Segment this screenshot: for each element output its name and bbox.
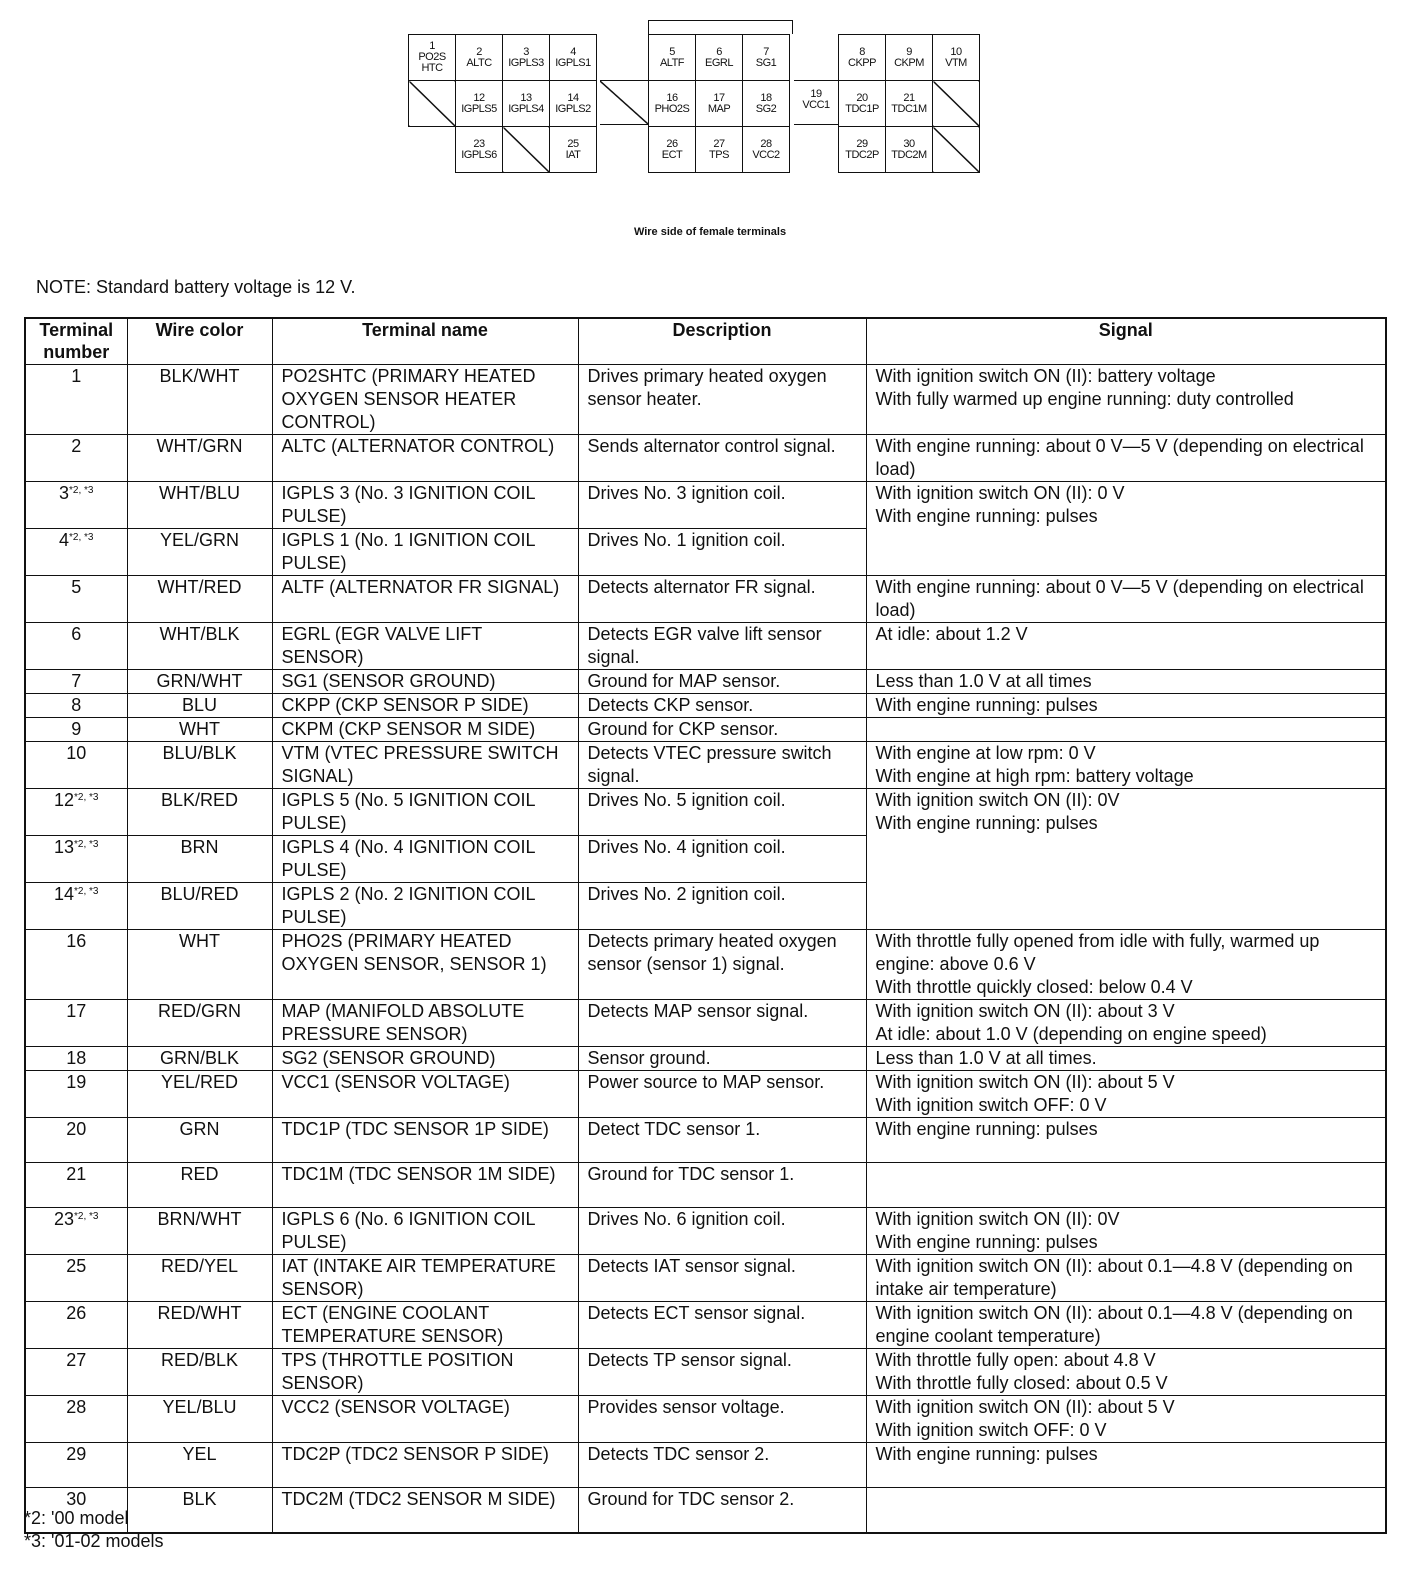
cell-signal: With engine running: pulses xyxy=(866,1443,1386,1488)
cell-terminal-number xyxy=(25,482,127,529)
terminal-name: IGPLS5 xyxy=(461,102,497,115)
terminal-number: 4 xyxy=(570,45,576,58)
terminal-number: 21 xyxy=(903,91,915,104)
terminal-unused xyxy=(503,127,550,173)
terminal-number-value: 6 xyxy=(71,624,82,644)
table-row xyxy=(25,365,1386,435)
table-row xyxy=(25,742,1386,789)
terminal-number: 23 xyxy=(473,137,485,150)
terminal-number-value: 25 xyxy=(66,1256,87,1276)
cell-terminal-name: MAP (MANIFOLD ABSOLUTE PRESSURE SENSOR) xyxy=(272,1000,578,1047)
cell-wire-color: WHT/GRN xyxy=(127,435,272,482)
cell-terminal-number xyxy=(25,930,127,1000)
table-row xyxy=(25,1488,1386,1533)
terminal-unused xyxy=(933,81,980,127)
terminal-number-value: 29 xyxy=(66,1444,87,1464)
table-row xyxy=(25,1047,1386,1071)
cell-signal: With ignition switch ON (II): about 3 V At idle: about 1.0 V (depending on engine speed) xyxy=(866,1000,1386,1047)
terminal-28 xyxy=(743,127,790,173)
cell-terminal-number xyxy=(25,883,127,930)
terminal-number: 20 xyxy=(856,91,868,104)
terminal-16 xyxy=(649,81,696,127)
terminal-2 xyxy=(456,35,503,81)
terminal-name: CKPP xyxy=(848,56,876,69)
cell-terminal-number xyxy=(25,1208,127,1255)
terminal-number-value: 16 xyxy=(66,931,87,951)
terminal-number-value: 26 xyxy=(66,1303,87,1323)
terminal-26 xyxy=(649,127,696,173)
terminal-4 xyxy=(550,35,597,81)
terminal-name: VCC1 xyxy=(802,99,830,111)
cell-terminal-name: IGPLS 4 (No. 4 IGNITION COIL PULSE) xyxy=(272,836,578,883)
terminal-number: 6 xyxy=(716,45,722,58)
cell-signal: Less than 1.0 V at all times xyxy=(866,670,1386,694)
table-row xyxy=(25,718,1386,742)
terminal-number: 8 xyxy=(859,45,865,58)
cell-terminal-number xyxy=(25,1396,127,1443)
cell-terminal-number xyxy=(25,1047,127,1071)
terminal-unused xyxy=(409,81,456,127)
terminal-21 xyxy=(886,81,933,127)
table-row xyxy=(25,435,1386,482)
cell-wire-color: GRN/BLK xyxy=(127,1047,272,1071)
connector-caption: Wire side of female terminals xyxy=(633,226,787,238)
table-row xyxy=(25,1302,1386,1349)
terminal-number: 26 xyxy=(666,137,678,150)
table-row xyxy=(25,930,1386,1000)
cell-terminal-number xyxy=(25,1255,127,1302)
cell-terminal-name: VCC2 (SENSOR VOLTAGE) xyxy=(272,1396,578,1443)
cell-terminal-name: CKPP (CKP SENSOR P SIDE) xyxy=(272,694,578,718)
cell-wire-color: YEL/BLU xyxy=(127,1396,272,1443)
connector-block-left xyxy=(408,34,597,173)
cell-description: Detects EGR valve lift sensor signal. xyxy=(578,623,866,670)
cell-description: Detects ECT sensor signal. xyxy=(578,1302,866,1349)
footnote-2: *2: '00 model xyxy=(24,1508,129,1528)
footnote-ref: *2, *3 xyxy=(69,485,94,496)
terminal-number-value: 28 xyxy=(66,1397,87,1417)
cell-terminal-name: EGRL (EGR VALVE LIFT SENSOR) xyxy=(272,623,578,670)
connector-row xyxy=(409,35,597,81)
cell-wire-color: BLU xyxy=(127,694,272,718)
terminal-5 xyxy=(649,35,696,81)
terminal-number-value: 9 xyxy=(71,719,82,739)
cell-description: Drives primary heated oxygen sensor heater. xyxy=(578,365,866,435)
terminal-number-value: 27 xyxy=(66,1350,87,1370)
cell-description: Sensor ground. xyxy=(578,1047,866,1071)
cell-signal xyxy=(866,1163,1386,1208)
table-row xyxy=(25,694,1386,718)
cell-terminal-name: IGPLS 3 (No. 3 IGNITION COIL PULSE) xyxy=(272,482,578,529)
cell-description: Detects IAT sensor signal. xyxy=(578,1255,866,1302)
cell-wire-color: BLU/RED xyxy=(127,883,272,930)
cell-wire-color: YEL xyxy=(127,1443,272,1488)
terminal-25 xyxy=(550,127,597,173)
header-wire-color: Wire color xyxy=(127,318,272,365)
terminal-number-value: 13 xyxy=(54,837,75,857)
terminal-number: 27 xyxy=(713,137,725,150)
terminal-name: TDC1M xyxy=(891,102,927,115)
terminal-number: 25 xyxy=(567,137,579,150)
cell-terminal-name: ALTF (ALTERNATOR FR SIGNAL) xyxy=(272,576,578,623)
connector-gap-left xyxy=(600,80,648,125)
cell-terminal-name: TDC2P (TDC2 SENSOR P SIDE) xyxy=(272,1443,578,1488)
cell-terminal-name: IGPLS 5 (No. 5 IGNITION COIL PULSE) xyxy=(272,789,578,836)
cell-wire-color: BRN/WHT xyxy=(127,1208,272,1255)
terminal-name: IGPLS1 xyxy=(555,56,591,69)
cell-terminal-number xyxy=(25,670,127,694)
cell-terminal-number xyxy=(25,365,127,435)
cell-terminal-number xyxy=(25,529,127,576)
terminal-name: TDC2M xyxy=(891,148,927,161)
header-terminal-number: Terminal number xyxy=(25,318,127,365)
terminal-number: 29 xyxy=(856,137,868,150)
terminal-name: IAT xyxy=(565,148,581,161)
connector-row xyxy=(409,81,597,127)
cell-terminal-number xyxy=(25,1118,127,1163)
cell-terminal-name: PHO2S (PRIMARY HEATED OXYGEN SENSOR, SENSOR 1) xyxy=(272,930,578,1000)
terminal-12 xyxy=(456,81,503,127)
cell-signal: Less than 1.0 V at all times. xyxy=(866,1047,1386,1071)
cell-terminal-number xyxy=(25,576,127,623)
table-row xyxy=(25,1163,1386,1208)
terminal-name: IGPLS6 xyxy=(461,148,497,161)
cell-terminal-number xyxy=(25,694,127,718)
cell-signal: At idle: about 1.2 V xyxy=(866,623,1386,670)
terminal-name: IGPLS2 xyxy=(555,102,591,115)
terminal-name: ALTF xyxy=(659,56,685,69)
cell-description: Detect TDC sensor 1. xyxy=(578,1118,866,1163)
cell-terminal-name: CKPM (CKP SENSOR M SIDE) xyxy=(272,718,578,742)
table-row xyxy=(25,1443,1386,1488)
cell-signal: With ignition switch ON (II): 0 V With engine running: pulses xyxy=(866,482,1386,576)
cell-description: Drives No. 1 ignition coil. xyxy=(578,529,866,576)
terminal-13 xyxy=(503,81,550,127)
terminal-27 xyxy=(696,127,743,173)
footnote-3: *3: '01-02 models xyxy=(24,1531,164,1551)
cell-signal: With engine running: pulses xyxy=(866,1118,1386,1163)
terminal-name: MAP xyxy=(707,102,731,115)
cell-description: Detects TP sensor signal. xyxy=(578,1349,866,1396)
connector-row xyxy=(839,127,980,173)
cell-terminal-name: TPS (THROTTLE POSITION SENSOR) xyxy=(272,1349,578,1396)
cell-signal: With throttle fully opened from idle with fully, warmed up engine: above 0.6 V With throttle quickly closed: below 0.4 V xyxy=(866,930,1386,1000)
cell-description: Ground for MAP sensor. xyxy=(578,670,866,694)
terminal-number: 16 xyxy=(666,91,678,104)
terminal-number-value: 30 xyxy=(66,1489,87,1509)
table-row xyxy=(25,576,1386,623)
table-row xyxy=(25,482,1386,529)
terminal-number: 2 xyxy=(476,45,482,58)
cell-terminal-name: VCC1 (SENSOR VOLTAGE) xyxy=(272,1071,578,1118)
table-row xyxy=(25,789,1386,836)
terminal-number: 28 xyxy=(760,137,772,150)
cell-wire-color: YEL/RED xyxy=(127,1071,272,1118)
cell-description: Ground for CKP sensor. xyxy=(578,718,866,742)
connector-row xyxy=(649,35,790,81)
connector-row xyxy=(409,127,597,173)
cell-terminal-name: SG2 (SENSOR GROUND) xyxy=(272,1047,578,1071)
table-row xyxy=(25,1208,1386,1255)
terminal-19 xyxy=(794,80,838,125)
terminal-number-value: 14 xyxy=(54,884,75,904)
terminal-name: SG2 xyxy=(755,102,777,115)
table-row xyxy=(25,1118,1386,1163)
cell-signal: With throttle fully open: about 4.8 V With throttle fully closed: about 0.5 V xyxy=(866,1349,1386,1396)
cell-signal: With ignition switch ON (II): battery voltage With fully warmed up engine running: duty controlled xyxy=(866,365,1386,435)
cell-terminal-name: ECT (ENGINE COOLANT TEMPERATURE SENSOR) xyxy=(272,1302,578,1349)
cell-signal: With ignition switch ON (II): about 5 V With ignition switch OFF: 0 V xyxy=(866,1396,1386,1443)
cell-terminal-number xyxy=(25,718,127,742)
table-header-row xyxy=(25,318,1386,365)
footnote-ref: *2, *3 xyxy=(74,1211,99,1222)
terminal-table xyxy=(24,317,1387,1534)
cell-signal: With ignition switch ON (II): about 0.1—4.8 V (depending on intake air temperature) xyxy=(866,1255,1386,1302)
table-row xyxy=(25,623,1386,670)
terminal-name: CKPM xyxy=(894,56,924,69)
terminal-number-value: 23 xyxy=(54,1209,75,1229)
cell-signal: With ignition switch ON (II): about 5 V With ignition switch OFF: 0 V xyxy=(866,1071,1386,1118)
cell-wire-color: WHT xyxy=(127,718,272,742)
cell-terminal-name: IGPLS 6 (No. 6 IGNITION COIL PULSE) xyxy=(272,1208,578,1255)
terminal-name: ALTC xyxy=(466,56,492,69)
cell-terminal-name: SG1 (SENSOR GROUND) xyxy=(272,670,578,694)
terminal-name: PHO2S xyxy=(654,102,690,115)
cell-signal: With engine running: about 0 V—5 V (depending on electrical load) xyxy=(866,576,1386,623)
cell-wire-color: BLK xyxy=(127,1488,272,1533)
header-terminal-name: Terminal name xyxy=(272,318,578,365)
cell-signal: With ignition switch ON (II): 0V With engine running: pulses xyxy=(866,789,1386,930)
terminal-name: TDC1P xyxy=(845,102,879,115)
footnote-ref: *2, *3 xyxy=(69,532,94,543)
cell-terminal-name: TDC1M (TDC SENSOR 1M SIDE) xyxy=(272,1163,578,1208)
cell-terminal-number xyxy=(25,836,127,883)
terminal-number-value: 8 xyxy=(71,695,82,715)
cell-description: Detects VTEC pressure switch signal. xyxy=(578,742,866,789)
cell-wire-color: WHT/BLU xyxy=(127,482,272,529)
footnote-ref: *2, *3 xyxy=(74,886,99,897)
terminal-18 xyxy=(743,81,790,127)
terminal-name: TPS xyxy=(709,148,729,161)
terminal-9 xyxy=(886,35,933,81)
cell-description: Ground for TDC sensor 1. xyxy=(578,1163,866,1208)
footnote-ref: *2, *3 xyxy=(74,792,99,803)
terminal-number: 30 xyxy=(903,137,915,150)
cell-wire-color: GRN/WHT xyxy=(127,670,272,694)
table-row xyxy=(25,1255,1386,1302)
cell-wire-color: BLK/WHT xyxy=(127,365,272,435)
cell-wire-color: BLU/BLK xyxy=(127,742,272,789)
cell-signal: With ignition switch ON (II): 0V With engine running: pulses xyxy=(866,1208,1386,1255)
connector-row xyxy=(649,127,790,173)
terminal-29 xyxy=(839,127,886,173)
cell-terminal-name: TDC2M (TDC2 SENSOR M SIDE) xyxy=(272,1488,578,1533)
terminal-23 xyxy=(456,127,503,173)
cell-description: Sends alternator control signal. xyxy=(578,435,866,482)
cell-description: Detects CKP sensor. xyxy=(578,694,866,718)
cell-terminal-number xyxy=(25,789,127,836)
terminal-30 xyxy=(886,127,933,173)
table-row xyxy=(25,1349,1386,1396)
cell-wire-color: GRN xyxy=(127,1118,272,1163)
terminal-number-value: 1 xyxy=(71,366,82,386)
cell-terminal-name: IGPLS 2 (No. 2 IGNITION COIL PULSE) xyxy=(272,883,578,930)
terminal-name: EGRL xyxy=(705,56,733,69)
terminal-number: 9 xyxy=(906,45,912,58)
cell-terminal-number xyxy=(25,435,127,482)
terminal-name: VCC2 xyxy=(752,148,780,161)
terminal-name: SG1 xyxy=(755,56,777,69)
terminal-number-value: 17 xyxy=(66,1001,87,1021)
cell-description: Power source to MAP sensor. xyxy=(578,1071,866,1118)
cell-description: Ground for TDC sensor 2. xyxy=(578,1488,866,1533)
cell-signal: With engine running: about 0 V—5 V (depending on electrical load) xyxy=(866,435,1386,482)
terminal-number-value: 3 xyxy=(59,483,70,503)
terminal-8 xyxy=(839,35,886,81)
terminal-10 xyxy=(933,35,980,81)
table-row xyxy=(25,1396,1386,1443)
cell-description: Detects primary heated oxygen sensor (sensor 1) signal. xyxy=(578,930,866,1000)
cell-description: Drives No. 3 ignition coil. xyxy=(578,482,866,529)
terminal-unused xyxy=(933,127,980,173)
terminal-number-value: 4 xyxy=(59,530,70,550)
cell-terminal-number xyxy=(25,1071,127,1118)
cell-wire-color: WHT/BLK xyxy=(127,623,272,670)
terminal-number-value: 20 xyxy=(66,1119,87,1139)
terminal-number: 13 xyxy=(520,91,532,104)
cell-wire-color: RED/YEL xyxy=(127,1255,272,1302)
terminal-number-value: 19 xyxy=(66,1072,87,1092)
terminal-number: 5 xyxy=(669,45,675,58)
terminal-number-value: 21 xyxy=(66,1164,87,1184)
terminal-name: ECT xyxy=(661,148,683,161)
cell-description: Drives No. 6 ignition coil. xyxy=(578,1208,866,1255)
connector-empty xyxy=(409,127,456,173)
terminal-number-value: 10 xyxy=(66,743,87,763)
cell-description: Drives No. 5 ignition coil. xyxy=(578,789,866,836)
cell-terminal-number xyxy=(25,1443,127,1488)
cell-signal: With engine at low rpm: 0 V With engine at high rpm: battery voltage xyxy=(866,742,1386,789)
cell-terminal-name: VTM (VTEC PRESSURE SWITCH SIGNAL) xyxy=(272,742,578,789)
cell-wire-color: WHT/RED xyxy=(127,576,272,623)
cell-terminal-name: IGPLS 1 (No. 1 IGNITION COIL PULSE) xyxy=(272,529,578,576)
terminal-17 xyxy=(696,81,743,127)
connector-row xyxy=(649,81,790,127)
terminal-6 xyxy=(696,35,743,81)
terminal-name: IGPLS3 xyxy=(508,56,544,69)
terminal-number: 18 xyxy=(760,91,772,104)
cell-terminal-name: IAT (INTAKE AIR TEMPERATURE SENSOR) xyxy=(272,1255,578,1302)
terminal-number-value: 7 xyxy=(71,671,82,691)
table-row xyxy=(25,1000,1386,1047)
terminal-name: PO2S HTC xyxy=(418,51,446,74)
terminal-number-value: 5 xyxy=(71,577,82,597)
terminal-number: 1 xyxy=(429,40,435,52)
cell-terminal-number xyxy=(25,1302,127,1349)
cell-terminal-number xyxy=(25,1000,127,1047)
terminal-number-value: 2 xyxy=(71,436,82,456)
connector-block-middle xyxy=(648,34,790,173)
cell-wire-color: BLK/RED xyxy=(127,789,272,836)
terminal-1 xyxy=(409,35,456,81)
cell-description: Provides sensor voltage. xyxy=(578,1396,866,1443)
cell-wire-color: YEL/GRN xyxy=(127,529,272,576)
cell-description: Drives No. 4 ignition coil. xyxy=(578,836,866,883)
cell-terminal-number xyxy=(25,623,127,670)
cell-wire-color: RED/BLK xyxy=(127,1349,272,1396)
terminal-20 xyxy=(839,81,886,127)
connector-latch xyxy=(648,20,793,34)
terminal-7 xyxy=(743,35,790,81)
cell-terminal-number xyxy=(25,1349,127,1396)
cell-description: Detects TDC sensor 2. xyxy=(578,1443,866,1488)
cell-signal: With engine running: pulses xyxy=(866,694,1386,718)
terminal-14 xyxy=(550,81,597,127)
cell-wire-color: RED/GRN xyxy=(127,1000,272,1047)
cell-signal xyxy=(866,1488,1386,1533)
terminal-name: IGPLS4 xyxy=(508,102,544,115)
terminal-number: 14 xyxy=(567,91,579,104)
terminal-3 xyxy=(503,35,550,81)
terminal-number-value: 12 xyxy=(54,790,75,810)
cell-terminal-name: PO2SHTC (PRIMARY HEATED OXYGEN SENSOR HEATER CONTROL) xyxy=(272,365,578,435)
header-description: Description xyxy=(578,318,866,365)
cell-terminal-name: ALTC (ALTERNATOR CONTROL) xyxy=(272,435,578,482)
terminal-number: 3 xyxy=(523,45,529,58)
terminal-number-value: 18 xyxy=(66,1048,87,1068)
footnote-ref: *2, *3 xyxy=(74,839,99,850)
terminal-name: VTM xyxy=(945,56,967,69)
terminal-name: TDC2P xyxy=(845,148,879,161)
header-signal: Signal xyxy=(866,318,1386,365)
terminal-number: 17 xyxy=(713,91,725,104)
table-row xyxy=(25,1071,1386,1118)
cell-description: Detects alternator FR signal. xyxy=(578,576,866,623)
connector-block-right xyxy=(838,34,980,173)
cell-signal xyxy=(866,718,1386,742)
connector-row xyxy=(839,81,980,127)
connector-row xyxy=(839,35,980,81)
terminal-number: 10 xyxy=(950,45,962,58)
terminal-number: 7 xyxy=(763,45,769,58)
cell-terminal-number xyxy=(25,742,127,789)
terminal-number: 12 xyxy=(473,91,485,104)
cell-wire-color: RED xyxy=(127,1163,272,1208)
cell-signal: With ignition switch ON (II): about 0.1—4.8 V (depending on engine coolant temperature) xyxy=(866,1302,1386,1349)
table-row xyxy=(25,670,1386,694)
cell-terminal-name: TDC1P (TDC SENSOR 1P SIDE) xyxy=(272,1118,578,1163)
terminal-number: 19 xyxy=(810,88,822,100)
cell-description: Detects MAP sensor signal. xyxy=(578,1000,866,1047)
cell-wire-color: WHT xyxy=(127,930,272,1000)
cell-wire-color: RED/WHT xyxy=(127,1302,272,1349)
cell-description: Drives No. 2 ignition coil. xyxy=(578,883,866,930)
cell-terminal-number xyxy=(25,1163,127,1208)
cell-wire-color: BRN xyxy=(127,836,272,883)
battery-note: NOTE: Standard battery voltage is 12 V. xyxy=(36,277,356,297)
